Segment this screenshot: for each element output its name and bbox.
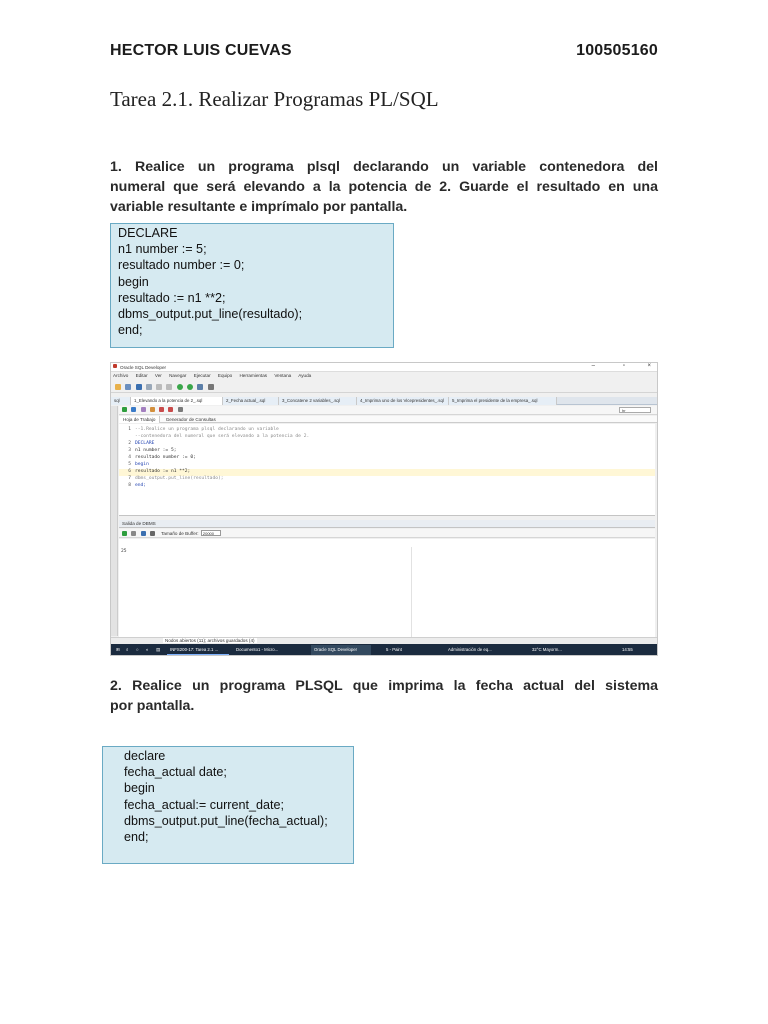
- divider: [411, 547, 412, 637]
- dbms-output-area: [119, 539, 655, 637]
- code-line: begin: [118, 274, 149, 289]
- question-1: [110, 157, 658, 217]
- worksheet-toolbar: [119, 406, 657, 415]
- explorer-icon[interactable]: ▤: [156, 647, 161, 652]
- connection-selector[interactable]: [619, 407, 651, 413]
- code-editor[interactable]: [119, 424, 655, 516]
- code-line: dbms_output.put_line(fecha_actual);: [124, 813, 328, 828]
- tab-elevando-potencia[interactable]: 1_Elevando a la potencia de 2_.sql: [131, 397, 223, 405]
- code-line: resultado number := 0;: [118, 258, 245, 273]
- tab-vicepresidentes[interactable]: 4_Imprima uno de los Vicepresidentes_.sql: [357, 397, 449, 405]
- main-toolbar: [111, 382, 657, 393]
- run-script-icon[interactable]: [131, 407, 136, 412]
- tab-concatene[interactable]: 3_Concatene 2 variables_.sql: [279, 397, 357, 405]
- worksheet-subtabs: [119, 416, 657, 423]
- new-file-icon[interactable]: [115, 384, 121, 390]
- taskbar-item-sqldeveloper[interactable]: Oracle SQL Developer: [311, 645, 371, 655]
- output-result: 25: [121, 549, 127, 554]
- maximize-icon[interactable]: ▫: [622, 363, 625, 369]
- tab-presidente[interactable]: 5_Imprima el presidente de la empresa_.sql: [449, 397, 557, 405]
- editor-tab-strip: [111, 397, 657, 405]
- question-1-line-3: variable resultante e imprímalo por pantalla.: [110, 199, 408, 215]
- question-2-line-1: 2. Realice un programa PLSQL que imprima la fecha actual del sistema: [110, 678, 658, 694]
- code-line: fecha_actual:= current_date;: [124, 797, 284, 812]
- windows-taskbar: [111, 644, 657, 656]
- code-line: dbms_output.put_line(resultado);: [118, 307, 303, 322]
- taskbar-item-chrome[interactable]: INFS200-17: Tarea 2.1 ...: [167, 645, 229, 655]
- menu-editar[interactable]: Editar: [135, 373, 148, 378]
- code-line: n1 number := 5;: [118, 242, 207, 257]
- dbms-output-header: [119, 520, 655, 528]
- taskbar-item-admin[interactable]: Administración de eq...: [448, 647, 492, 652]
- redo-icon[interactable]: [166, 384, 172, 390]
- author-name: HECTOR LUIS CUEVAS: [110, 42, 292, 59]
- autotrace-icon[interactable]: [150, 407, 155, 412]
- tab-hoja-de-trabajo[interactable]: Hoja de Trabajo: [119, 416, 160, 423]
- save-icon[interactable]: [136, 384, 142, 390]
- app-icon: [113, 364, 117, 368]
- status-text: Nodos abiertos (11); archivos guardados (4): [165, 638, 255, 643]
- connections-icon[interactable]: [197, 384, 203, 390]
- status-bar: [111, 637, 657, 644]
- save-output-icon[interactable]: [141, 531, 146, 536]
- edge-icon[interactable]: ◐: [146, 647, 149, 652]
- editor-line: 4 resultado number := 0;: [128, 455, 196, 460]
- editor-line: --contenedora del numeral que será elevando a la potencia de 2.: [135, 434, 310, 439]
- taskbar-item-word[interactable]: Documento1 - Micro...: [236, 647, 279, 652]
- tab-fecha-actual[interactable]: 2_Fecha actual_.sql: [223, 397, 279, 405]
- code-line: end;: [118, 323, 143, 338]
- code-block-2: [102, 746, 354, 864]
- forward-icon[interactable]: [187, 384, 193, 390]
- rollback-icon[interactable]: [168, 407, 173, 412]
- buffer-label: Tamaño de Buffer:: [161, 531, 199, 536]
- code-block-1: [110, 223, 394, 348]
- editor-line: 3 n1 number := 5;: [128, 448, 177, 453]
- clear-output-icon[interactable]: [131, 531, 136, 536]
- taskbar-clock[interactable]: 14:55: [622, 647, 633, 652]
- editor-line: 8 end;: [128, 483, 147, 488]
- editor-line: 7 dbms_output.put_line(resultado);: [128, 476, 224, 481]
- question-2: [110, 676, 658, 716]
- tab-generador-consultas[interactable]: Generador de Consultas: [165, 417, 216, 422]
- explain-plan-icon[interactable]: [141, 407, 146, 412]
- document-title: Tarea 2.1. Realizar Programas PL/SQL: [110, 87, 439, 111]
- buffer-size-input[interactable]: 20000: [201, 530, 221, 536]
- enable-output-icon[interactable]: [122, 531, 127, 536]
- menu-archivo[interactable]: Archivo: [113, 373, 129, 378]
- search-icon[interactable]: ⌕: [126, 647, 129, 652]
- student-id: 100505160: [576, 42, 658, 59]
- side-panel-strip[interactable]: [111, 406, 118, 636]
- code-line: fecha_actual date;: [124, 765, 227, 780]
- taskbar-item-paint[interactable]: 5 - Paint: [386, 647, 403, 652]
- editor-line: 1 --1.Realice un programa plsql declarando un variable: [128, 427, 279, 432]
- minimize-icon[interactable]: –: [591, 363, 595, 369]
- question-1-line-2: numeral que será elevando a la potencia de 2. Guarde el resultado en una: [110, 179, 658, 195]
- commit-icon[interactable]: [159, 407, 164, 412]
- print-output-icon[interactable]: [150, 531, 155, 536]
- undo-icon[interactable]: [156, 384, 162, 390]
- menu-navegar[interactable]: Navegar: [169, 373, 187, 378]
- menu-equipo[interactable]: Equipo: [217, 373, 233, 378]
- menu-ejecutar[interactable]: Ejecutar: [193, 373, 211, 378]
- editor-line: 2 DECLARE: [128, 441, 155, 446]
- menu-herramientas[interactable]: Herramientas: [239, 373, 268, 378]
- close-icon[interactable]: ×: [647, 363, 651, 369]
- menu-ayuda[interactable]: Ayuda: [298, 373, 312, 378]
- sql-developer-screenshot: [110, 362, 658, 656]
- editor-line: 5 begin: [128, 462, 149, 467]
- connection-name: hr: [622, 408, 626, 413]
- dbms-output-title: Salida de DBMS: [122, 521, 156, 526]
- windows-start-icon[interactable]: ⊞: [116, 647, 120, 652]
- window-title-bar: [111, 363, 657, 372]
- menu-ventana[interactable]: Ventana: [274, 373, 292, 378]
- open-icon[interactable]: [125, 384, 131, 390]
- save-all-icon[interactable]: [146, 384, 152, 390]
- code-line: resultado := n1 **2;: [118, 290, 226, 305]
- question-2-line-2: por pantalla.: [110, 698, 195, 714]
- question-1-line-1: 1. Realice un programa plsql declarando un variable contenedora del: [110, 159, 658, 175]
- window-title: Oracle SQL Developer: [120, 365, 167, 370]
- weather-widget[interactable]: 32°C Mayorm...: [532, 647, 562, 652]
- menu-bar: [111, 373, 657, 381]
- dbms-output-toolbar: [119, 529, 655, 538]
- task-view-icon[interactable]: ○: [136, 647, 139, 652]
- code-line: DECLARE: [118, 226, 178, 240]
- code-line: begin: [124, 781, 155, 796]
- back-icon[interactable]: [177, 384, 183, 390]
- tab-sql[interactable]: sql: [111, 397, 131, 405]
- editor-line-highlighted: 6 resultado := n1 **2;: [119, 469, 655, 476]
- run-statement-icon[interactable]: [122, 407, 127, 412]
- run-icon[interactable]: [208, 384, 214, 390]
- code-line: declare: [124, 749, 166, 763]
- menu-ver[interactable]: Ver: [154, 373, 162, 378]
- clear-icon[interactable]: [178, 407, 183, 412]
- code-line: end;: [124, 830, 149, 845]
